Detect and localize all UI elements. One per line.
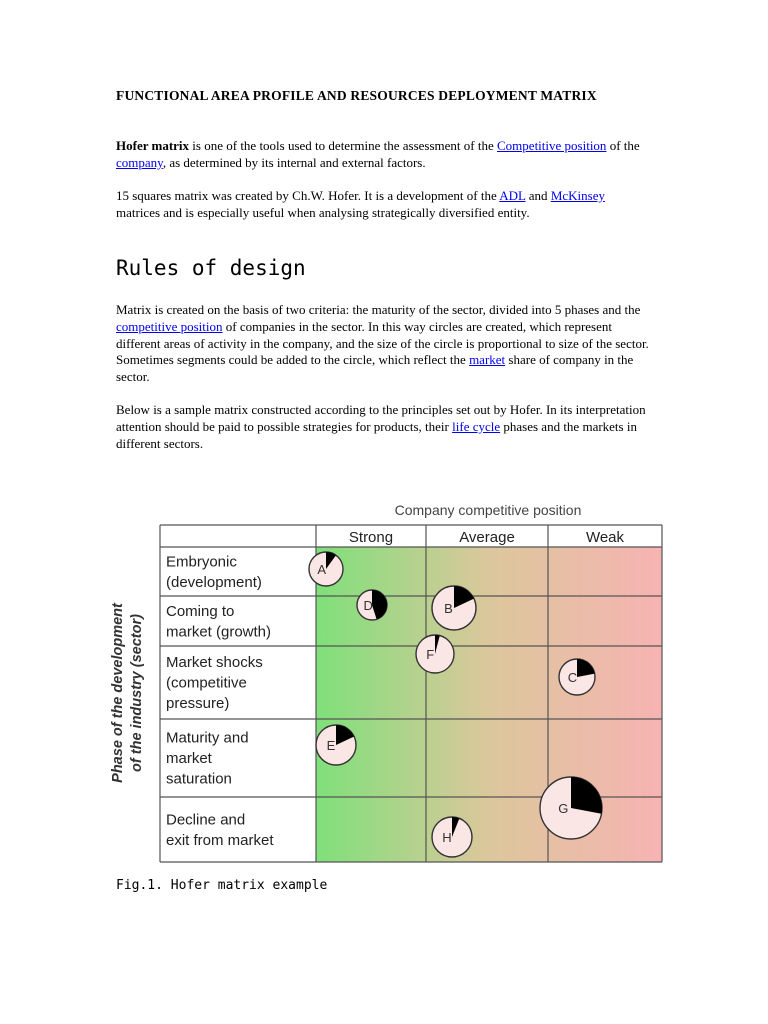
row-label-5-line-2: exit from market (166, 831, 274, 849)
text: matrices and is especially useful when analysing strategically diversified entity. (116, 204, 530, 220)
circle-d-label: D (363, 598, 373, 613)
side-axis-title-line: Phase of the development (110, 603, 126, 783)
side-axis-title-line: of the industry (sector) (129, 614, 145, 772)
side-axis-title (110, 602, 145, 783)
row-label-3-line-2: (competitive (166, 674, 247, 692)
row-label-4-line-2: market (166, 750, 212, 767)
circle-c-label: C (567, 670, 578, 685)
link-company[interactable]: company (116, 154, 163, 170)
row-label-5-line-1: Decline and (166, 811, 246, 829)
link-life-cycle[interactable]: life cycle (452, 418, 501, 434)
row-label-3-line-1: Market shocks (166, 654, 263, 671)
link-market[interactable]: market (469, 352, 506, 368)
figure-caption: Fig.1. Hofer matrix example (116, 878, 328, 893)
column-header-weak: Weak (585, 529, 625, 546)
top-axis-title: Company competitive position (394, 502, 582, 518)
text: and (525, 188, 551, 203)
link-mckinsey[interactable]: McKinsey (550, 188, 605, 203)
circle-f-label: F (426, 647, 435, 662)
row-label-2-line-1: Coming to (166, 602, 235, 620)
text: of the (606, 138, 640, 153)
paragraph-matrix-origin (116, 188, 652, 222)
row-label-2-line-2: market (growth) (166, 623, 272, 641)
text: of companies in the sector. In this way circles are created, which represent different areas of activity in the company, and the size of the circle is proportional to size of the sector. Sometimes segments could be added to the circle, which reflect the (116, 318, 649, 368)
link-competitive-position[interactable]: Competitive position (497, 138, 607, 153)
text: share of company in the sector. (116, 352, 634, 385)
circle-b-label: B (444, 601, 453, 616)
link-adl[interactable]: ADL (499, 188, 526, 203)
row-label-1-line-1: Embryonic (166, 553, 237, 571)
document-title: FUNCTIONAL AREA PROFILE AND RESOURCES DEPLOYMENT MATRIX (116, 88, 597, 103)
circle-e-label: E (326, 738, 336, 753)
text: phases and the markets in different sectors. (116, 418, 637, 451)
row-label-3-line-3: pressure) (166, 695, 230, 712)
row-label-4-line-3: saturation (166, 770, 232, 788)
circle-h-label: H (442, 830, 452, 845)
paragraph-sample-matrix (116, 402, 652, 452)
text: Below is a sample matrix constructed according to the principles set out by Hofer. In its interpretation attention should be paid to possible strategies for products, their (116, 402, 646, 434)
row-label-4-line-1: Maturity and (166, 729, 249, 747)
text: Matrix is created on the basis of two criteria: the maturity of the sector, divided into 5 phases and the (116, 302, 641, 317)
section-heading: Rules of design (116, 256, 306, 280)
text: 15 squares matrix was created by Ch.W. Hofer. It is a development of the (116, 188, 500, 203)
circle-g-label: G (558, 801, 569, 816)
hofer-matrix-figure (108, 495, 668, 865)
text: , as determined by its internal and external factors. (162, 154, 426, 170)
text: is one of the tools used to determine the assessment of the (189, 138, 498, 153)
paragraph-hofer-intro (116, 138, 652, 172)
row-label-1-line-2: (development) (166, 573, 262, 591)
paragraph-matrix-criteria (116, 302, 652, 386)
hofer-matrix-term: Hofer matrix (116, 138, 190, 153)
column-header-average: Average (459, 529, 515, 546)
column-header-strong: Strong (348, 529, 394, 546)
circle-a-label: A (317, 562, 327, 577)
link-competitive-position-2[interactable]: competitive position (116, 318, 223, 334)
